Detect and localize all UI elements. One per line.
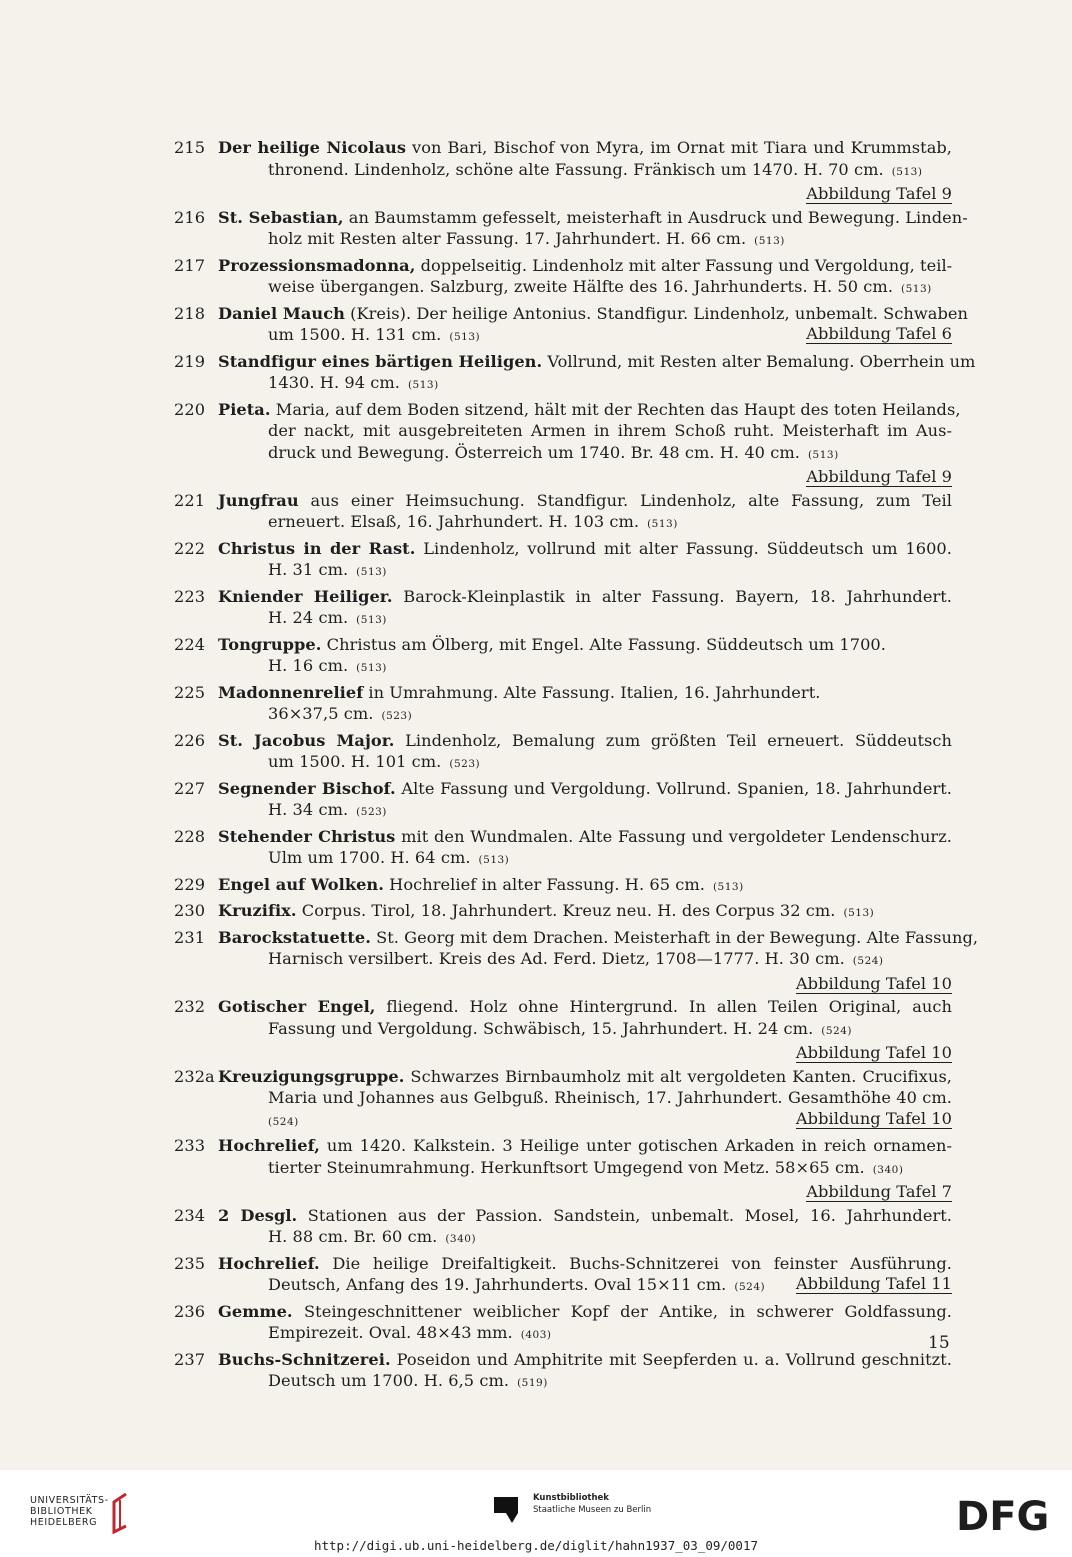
entry-text: weise übergangen. Salzburg, zweite Hälfte des 16. Jahrhunderts. H. 50 cm. <box>268 277 894 296</box>
entry-line <box>218 538 952 560</box>
ub-heidelberg-logo-text[interactable] <box>30 1495 109 1528</box>
reference-code: (513) <box>712 880 744 893</box>
catalog-entry <box>172 634 952 680</box>
entry-text: in Umrahmung. Alte Fassung. Italien, 16. Jahrhundert. <box>363 682 821 702</box>
entry-line <box>218 927 979 949</box>
entry-number: 237 <box>174 1349 206 1369</box>
entry-text: Deutsch um 1700. H. 6,5 cm. <box>268 1371 510 1390</box>
entry-number: 220 <box>174 399 206 419</box>
page-url[interactable]: http://digi.ub.uni-heidelberg.de/diglit/hahn1937_03_09/0017 <box>313 1538 758 1553</box>
reference-code: (513) <box>843 907 875 919</box>
entry-text: Hochrelief in alter Fassung. H. 65 cm. <box>383 874 705 894</box>
entry-text: Christus am Ölberg, mit Engel. Alte Fassung. Süddeutsch um 1700. <box>321 634 886 654</box>
entry-text: Vollrund, mit Resten alter Bemalung. Oberrhein um <box>542 351 976 371</box>
entry-text: H. 24 cm. <box>268 608 349 627</box>
figure-reference: Abbildung Tafel 11 <box>795 1274 952 1293</box>
entry-title: Hochrelief, <box>218 1136 320 1155</box>
entry-text: 1430. H. 94 cm. <box>268 373 400 392</box>
reference-code: (523) <box>449 758 481 770</box>
entry-text: Ulm um 1700. H. 64 cm. <box>268 848 471 867</box>
reference-code: (523) <box>381 710 413 722</box>
entry-line <box>268 847 952 872</box>
entry-line <box>268 751 952 776</box>
entry-text: der nackt, mit ausgebreiteten Armen in ihrem Schoß ruht. Meisterhaft im Aus- <box>268 421 952 440</box>
entry-text: H. 16 cm. <box>268 656 349 675</box>
entry-number: 234 <box>174 1205 206 1225</box>
entry-text: (Kreis). Der heilige Antonius. Standfigur. Lindenholz, unbemalt. Schwaben <box>344 303 969 323</box>
catalog-entry <box>172 730 952 776</box>
entry-title: Daniel Mauch <box>218 303 345 323</box>
entry-title: Jungfrau <box>218 490 299 510</box>
entry-number: 230 <box>174 901 206 920</box>
entry-number: 221 <box>174 490 206 510</box>
entry-line <box>218 303 969 325</box>
entry-line <box>268 324 952 349</box>
reference-code: (524) <box>852 955 884 967</box>
entry-number: 216 <box>174 207 206 227</box>
catalog-entry <box>172 927 979 995</box>
entry-number: 229 <box>174 874 206 894</box>
entry-number: 227 <box>174 778 206 798</box>
entry-line <box>268 1274 952 1299</box>
catalog-entry <box>172 1205 952 1251</box>
entry-number: 217 <box>174 255 206 275</box>
entry-text: fliegend. Holz ohne Hintergrund. In allen Teilen Original, auch <box>375 997 952 1016</box>
entry-text: Alte Fassung und Vergoldung. Vollrund. Spanien, 18. Jahrhundert. <box>395 778 952 798</box>
entry-line <box>268 559 952 584</box>
entry-text: St. Georg mit dem Drachen. Meisterhaft in der Bewegung. Alte Fassung, <box>370 927 979 947</box>
entry-text: aus einer Heimsuchung. Standfigur. Lindenholz, alte Fassung, zum Teil <box>298 490 952 510</box>
reference-code: (513) <box>356 614 387 626</box>
entry-text: um 1500. H. 101 cm. <box>268 752 442 771</box>
entry-number: 235 <box>174 1253 206 1273</box>
reference-code: (340) <box>872 1163 904 1176</box>
entry-line <box>268 372 952 397</box>
entry-text: Corpus. Tirol, 18. Jahrhundert. Kreuz neu. H. des Corpus 32 cm. <box>296 901 836 920</box>
figure-line <box>268 1181 952 1203</box>
catalog-entry <box>172 255 952 301</box>
reference-code: (513) <box>754 235 785 247</box>
entry-title: Pieta. <box>218 399 271 419</box>
entry-text: Maria, auf dem Boden sitzend, hält mit der Rechten das Haupt des toten Heilands, <box>270 399 961 419</box>
catalog-entry <box>172 538 952 584</box>
entry-line <box>268 607 952 632</box>
entry-line <box>218 900 952 925</box>
entry-title: 2 Desgl. <box>218 1205 298 1225</box>
entry-title: Tongruppe. <box>218 634 322 654</box>
entry-title: Stehender Christus <box>218 826 396 846</box>
entry-text: doppelseitig. Lindenholz mit alter Fassung und Vergoldung, teil- <box>415 255 953 275</box>
entry-line <box>218 1349 952 1371</box>
figure-line <box>268 466 952 488</box>
entry-text: Die heilige Dreifaltigkeit. Buchs-Schnitzerei von feinster Ausführung. <box>319 1253 952 1273</box>
catalog-entry <box>172 490 952 536</box>
entry-line <box>218 137 952 159</box>
entry-line <box>218 399 961 421</box>
catalog-entry <box>172 682 952 728</box>
catalog-entry <box>172 1349 952 1395</box>
entry-line <box>218 1135 952 1157</box>
entry-title: Standfigur eines bärtigen Heiligen. <box>218 351 543 371</box>
entry-number: 232 <box>174 997 206 1016</box>
reference-code: (519) <box>517 1377 548 1389</box>
catalog-entry <box>172 399 961 488</box>
entry-title: Kruzifix. <box>218 901 297 920</box>
entry-number: 233 <box>174 1136 206 1155</box>
entry-text: Lindenholz, vollrund mit alter Fassung. Süddeutsch um 1600. <box>415 538 952 558</box>
entry-text: um 1420. Kalkstein. 3 Heilige unter gotischen Arkaden in reich ornamen- <box>319 1136 952 1155</box>
entry-text: mit den Wundmalen. Alte Fassung und vergoldeter Lendenschurz. <box>395 826 952 846</box>
entry-line <box>218 1301 952 1323</box>
kunstbibliothek-logo-text[interactable] <box>533 1492 651 1516</box>
catalog-entry <box>172 1253 952 1299</box>
kunstbibliothek-logo-icon[interactable] <box>492 1491 526 1525</box>
footer-bar <box>0 1470 1072 1557</box>
catalog-entry <box>172 351 976 397</box>
entry-line <box>268 420 952 442</box>
entry-text: Lindenholz, Bemalung zum größten Teil erneuert. Süddeutsch <box>394 730 952 750</box>
entry-number: 231 <box>174 927 206 947</box>
entry-title: Kniender Heiliger. <box>218 586 393 606</box>
entry-text: Harnisch versilbert. Kreis des Ad. Ferd. Dietz, 1708—1777. H. 30 cm. <box>268 949 845 968</box>
reference-code: (513) <box>647 518 678 530</box>
entry-number: 224 <box>174 634 206 654</box>
entry-line <box>218 996 952 1018</box>
entry-title: Segnender Bischof. <box>218 778 396 798</box>
catalog-entry <box>172 900 952 925</box>
entry-title: Der heilige Nicolaus <box>218 138 407 157</box>
reference-code: (513) <box>807 448 839 461</box>
entry-line <box>268 799 952 824</box>
reference-code: (513) <box>407 379 439 391</box>
ub-line: HEIDELBERG <box>30 1517 98 1528</box>
ub-line: UNIVERSITÄTS- <box>30 1495 109 1506</box>
reference-code: (524) <box>821 1024 852 1037</box>
entry-title: Buchs-Schnitzerei. <box>218 1349 391 1369</box>
entry-text: druck und Bewegung. Österreich um 1740. Br. 48 cm. H. 40 cm. <box>268 442 800 462</box>
entry-text: holz mit Resten alter Fassung. 17. Jahrhundert. H. 66 cm. <box>268 229 747 248</box>
entry-number: 223 <box>174 586 206 606</box>
entry-title: Madonnenrelief <box>218 682 364 702</box>
entry-title: Gemme. <box>218 1301 293 1321</box>
entry-line <box>268 1157 952 1182</box>
entry-line <box>218 351 976 373</box>
entry-text: Barock-Kleinplastik in alter Fassung. Bayern, 18. Jahrhundert. <box>392 586 952 606</box>
entry-line <box>218 634 952 656</box>
dfg-logo-icon[interactable] <box>956 1496 1056 1534</box>
figure-reference: Abbildung Tafel 6 <box>806 324 952 343</box>
entry-line <box>218 255 952 277</box>
reference-code: (513) <box>891 165 923 178</box>
ub-line: BIBLIOTHEK <box>30 1506 93 1517</box>
entry-line <box>218 490 952 512</box>
entry-text: tierter Steinumrahmung. Herkunftsort Umgegend von Metz. 58×65 cm. <box>268 1157 865 1177</box>
entry-line <box>218 586 952 608</box>
figure-reference: Abbildung Tafel 7 <box>806 1182 952 1201</box>
catalog-entry <box>172 996 952 1064</box>
entry-number: 219 <box>174 351 206 371</box>
figure-reference: Abbildung Tafel 10 <box>795 973 952 993</box>
entry-line <box>268 1370 952 1395</box>
catalog-entry <box>172 207 968 253</box>
catalog-entry <box>172 137 952 205</box>
reference-code: (513) <box>356 566 387 578</box>
entry-text: an Baumstamm gefesselt, meisterhaft in Ausdruck und Bewegung. Linden- <box>343 207 968 227</box>
entry-number: 232a <box>174 1066 215 1086</box>
entry-text: H. 31 cm. <box>268 560 349 579</box>
catalog-entry <box>172 874 952 899</box>
reference-code: (513) <box>449 331 481 343</box>
page-number: 15 <box>928 1333 950 1353</box>
figure-reference: Abbildung Tafel 10 <box>795 1043 952 1062</box>
reference-code: (513) <box>356 662 387 674</box>
entry-title: Gotischer Engel, <box>218 997 376 1016</box>
entry-line <box>218 1066 952 1088</box>
figure-reference: Abbildung Tafel 10 <box>795 1108 952 1128</box>
entry-text: Empirezeit. Oval. 48×43 mm. <box>268 1323 513 1342</box>
dfg-logo-text: DFG <box>956 1496 1050 1534</box>
entry-line <box>268 948 952 973</box>
entry-text: Steingeschnittener weiblicher Kopf der Antike, in schwerer Goldfassung. <box>292 1301 952 1321</box>
entry-text: H. 34 cm. <box>268 800 349 819</box>
entry-line <box>218 1253 952 1275</box>
entry-line <box>218 778 952 800</box>
entry-line <box>268 159 952 184</box>
reference-code: (403) <box>520 1329 552 1341</box>
entry-line <box>268 442 952 467</box>
entry-text: um 1500. H. 131 cm. <box>268 325 442 344</box>
figure-line <box>268 183 952 205</box>
entry-text: Fassung und Vergoldung. Schwäbisch, 15. Jahrhundert. H. 24 cm. <box>268 1018 814 1038</box>
entry-text: Stationen aus der Passion. Sandstein, unbemalt. Mosel, 16. Jahrhundert. <box>297 1205 952 1225</box>
catalog-entry <box>172 1135 952 1203</box>
entry-number: 236 <box>174 1301 206 1321</box>
figure-reference: Abbildung Tafel 9 <box>806 467 952 486</box>
reference-code: (513) <box>478 854 510 866</box>
entry-line <box>218 682 952 704</box>
reference-code: (513) <box>901 283 932 295</box>
reference-code: (340) <box>445 1233 477 1245</box>
entry-title: Kreuzigungsgruppe. <box>218 1066 405 1086</box>
catalog-entry <box>172 826 952 872</box>
entry-text: erneuert. Elsaß, 16. Jahrhundert. H. 103 cm. <box>268 512 640 531</box>
ub-heidelberg-logo-icon[interactable] <box>108 1492 130 1536</box>
reference-code: (523) <box>356 806 387 818</box>
entry-title: Engel auf Wolken. <box>218 874 384 894</box>
entry-title: Hochrelief. <box>218 1253 320 1273</box>
entry-title: Prozessionsmadonna, <box>218 255 416 275</box>
entry-line <box>268 1087 952 1109</box>
reference-code: (524) <box>268 1115 299 1128</box>
entry-line <box>268 655 952 680</box>
entry-title: Barockstatuette. <box>218 927 371 947</box>
catalog-entry <box>172 1066 952 1134</box>
entry-number: 226 <box>174 730 206 750</box>
entry-line <box>218 730 952 752</box>
entry-line <box>268 511 952 536</box>
entry-number: 218 <box>174 303 206 323</box>
entry-line <box>268 1226 952 1251</box>
entry-number: 222 <box>174 538 206 558</box>
entry-text: Maria und Johannes aus Gelbguß. Rheinisch, 17. Jahrhundert. Gesamthöhe 40 cm. <box>268 1088 952 1107</box>
reference-code: (524) <box>734 1281 766 1293</box>
entry-text: Deutsch, Anfang des 19. Jahrhunderts. Oval 15×11 cm. <box>268 1275 727 1294</box>
entry-number: 228 <box>174 826 206 846</box>
entry-line <box>268 276 952 301</box>
figure-reference: Abbildung Tafel 9 <box>806 184 952 203</box>
entry-line <box>268 703 952 728</box>
entry-text: Poseidon und Amphitrite mit Seepferden u. a. Vollrund geschnitzt. <box>390 1349 952 1369</box>
kb-sub: Staatliche Museen zu Berlin <box>533 1505 652 1515</box>
entry-line <box>268 1109 952 1134</box>
entry-text: 36×37,5 cm. <box>268 704 374 723</box>
catalog-entries <box>172 137 979 1397</box>
entry-text: Schwarzes Birnbaumholz mit alt vergoldeten Kanten. Crucifixus, <box>404 1066 952 1086</box>
catalog-entry <box>172 778 952 824</box>
entry-title: Christus in der Rast. <box>218 538 416 558</box>
entry-line <box>268 1322 952 1347</box>
entry-line <box>218 826 952 848</box>
entry-line <box>268 1018 952 1043</box>
entry-number: 225 <box>174 682 206 702</box>
figure-line <box>268 1042 952 1064</box>
entry-text: H. 88 cm. Br. 60 cm. <box>268 1227 438 1246</box>
entry-line <box>218 874 952 899</box>
entry-line <box>268 228 952 253</box>
entry-text: von Bari, Bischof von Myra, im Ornat mit Tiara und Krummstab, <box>406 138 953 157</box>
catalog-entry <box>172 1301 952 1347</box>
entry-text: thronend. Lindenholz, schöne alte Fassung. Fränkisch um 1470. H. 70 cm. <box>268 159 884 179</box>
entry-number: 215 <box>174 138 206 157</box>
figure-line <box>268 973 952 995</box>
entry-title: St. Jacobus Major. <box>218 730 395 750</box>
catalog-entry <box>172 586 952 632</box>
catalog-entry <box>172 303 969 349</box>
entry-line <box>218 1205 952 1227</box>
entry-title: St. Sebastian, <box>218 207 344 227</box>
entry-line <box>218 207 968 229</box>
kb-name: Kunstbibliothek <box>533 1493 609 1503</box>
